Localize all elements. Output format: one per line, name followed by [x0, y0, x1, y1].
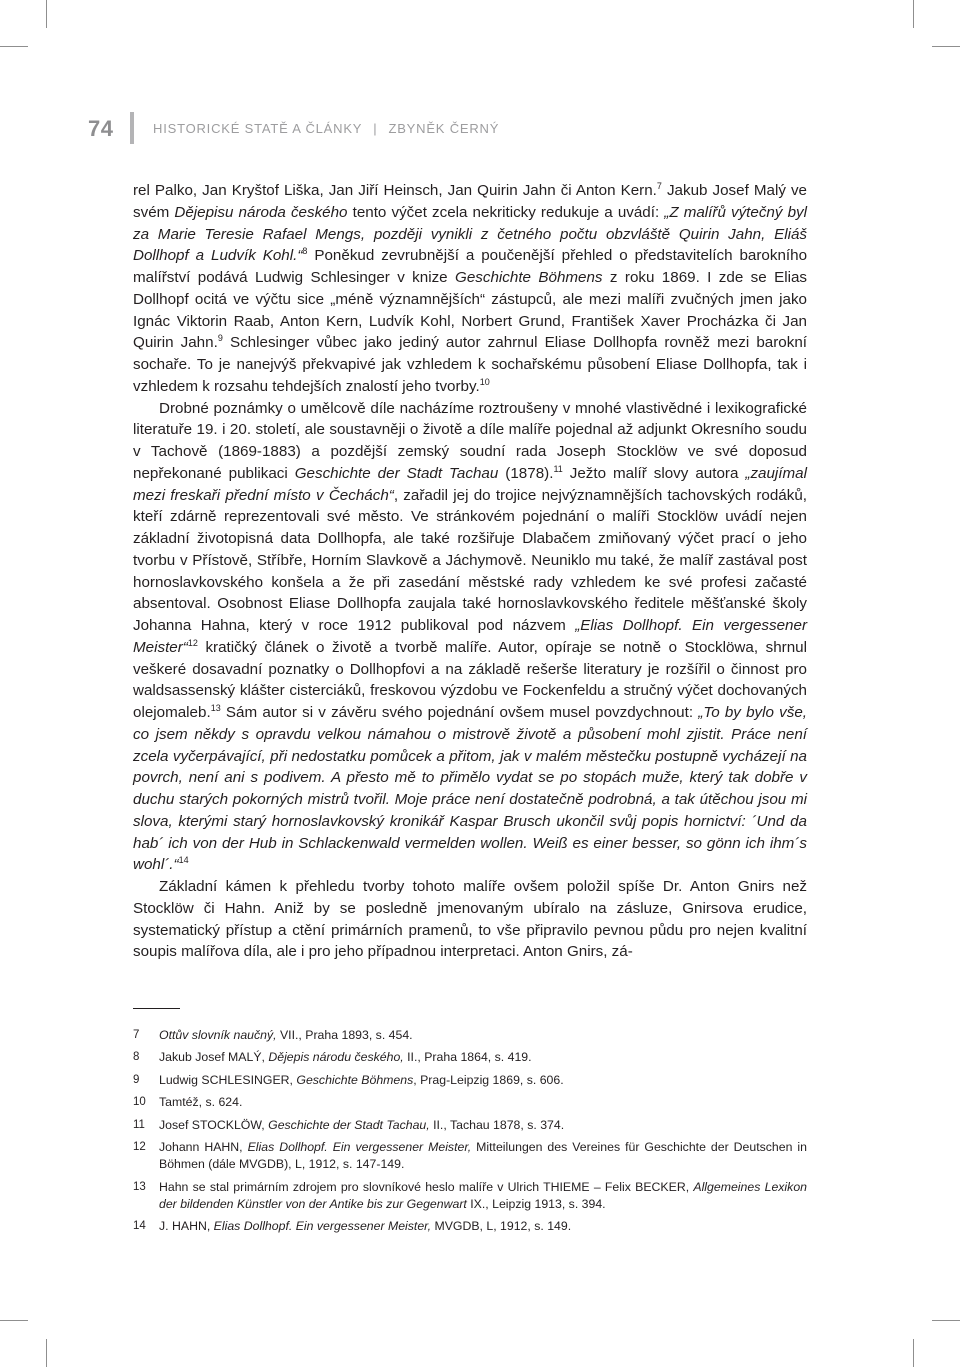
footnote: 8 Jakub Josef MALÝ, Dějepis národu českého, II., Praha 1864, s. 419.: [133, 1050, 532, 1065]
header-separator: |: [373, 121, 378, 136]
footnote-number: 10: [133, 1096, 146, 1109]
crop-mark: [0, 46, 28, 47]
crop-mark: [913, 1339, 914, 1367]
footnote-ref[interactable]: 11: [553, 463, 563, 474]
footnote-ref[interactable]: 9: [217, 333, 223, 344]
footnote-separator: [133, 1008, 180, 1009]
paragraph: Základní kámen k přehledu tvorby tohoto malíře ovšem položil spíše Dr. Anton Gnirs než Stocklöw či Hahn. Aniž by se posledně jmenovaným ubíralo na zásluze, Gnirsova erudice, systematický přístup a ctění primárních pramenů, to vše připravilo pevnou půdu pro nejen kvalitní soupis malířova díla, ale i pro jeho případnou interpretaci. Anton Gnirs, zá-: [133, 878, 807, 961]
footnote-number: 8: [133, 1051, 140, 1064]
footnote: 13 Hahn se stal primárním zdrojem pro slovníkové heslo malíře v Ulrich THIEME – Felix BECKER, Allgemeines Lexikon der bildenden Künstler von der Antike bis zur Gegenwart IX., Leipzig 1913, s. 394.: [133, 1179, 807, 1211]
footnote-ref[interactable]: 7: [656, 181, 662, 191]
footnote: 14 J. HAHN, Elias Dollhopf. Ein vergessener Meister, MVGDB, L, 1912, s. 149.: [133, 1218, 572, 1233]
footnote-number: 13: [133, 1180, 146, 1193]
footnote-ref[interactable]: 10: [479, 376, 490, 387]
footnote-number: 7: [133, 1029, 140, 1041]
article-author: ZBYNĚK ČERNÝ: [388, 121, 500, 136]
footnote-ref[interactable]: 13: [210, 703, 221, 713]
footnotes: [133, 1027, 807, 1240]
footnote-number: 14: [133, 1219, 146, 1232]
crop-mark: [932, 46, 960, 47]
crop-mark: [46, 1339, 47, 1367]
footnote: 10 Tamtéž, s. 624.: [133, 1095, 243, 1110]
section-title: HISTORICKÉ STATĚ A ČLÁNKY: [153, 121, 363, 136]
running-header-text: [153, 121, 499, 136]
header-divider: [130, 112, 134, 144]
article-body: [133, 180, 807, 963]
crop-mark: [0, 1320, 28, 1321]
footnote-number: 12: [133, 1141, 146, 1154]
paragraph: Drobné poznámky o umělcově díle nacházíme roztroušeny v mnohé vlastivědné i lexikografické literatuře 19. i 20. století, ale soustavněji o životě a díle malíře pojednal až adjunkt Okresního soudu v Tachově (1869-1883) a pozdější zemský soudní rada Joseph Stocklöw ve své doposud nepřekonané publikaci Geschichte der Stadt Tachau (1878).$^{11}$ Ježto malíř slovy autora „zaujímal mezi freskaři přední místo v Čechách“, zařadil jej do trojice nejvýznamnějších tachovských rodáků, kteří zdárně reprezentovali své město. Ve stránkovém pojednání o malíři Stocklöw uvádí nejen základní životopisná data Dollhopfa, ale také rozšiřuje Dlabačem zmiňovaný výčet prací o jeho tvorbu v Přístově, Stříbře, Horním Slavkově a Jáchymově. Neuniklo mu také, že malíř zastával post hornoslavkovského konšela a že při zasedání městské rady vzhledem ke své profesi začasté absentoval. Osobnost Eliase Dollhopfa zaujala také hornoslavkovského ředitele měšťanské školy Johanna Hahna, který v roce 1912 publikoval pod názvem „Elias Dollhopf. Ein vergessener Meister“$^{12}$ kratičký článek o životě a tvorbě malíře. Autor, opíraje se notně o Stocklöwa, shrnul veškeré dosavadní poznatky o Dollhopfovi a na základě rešerše literatury je rozšířil o činnost pro waldsassenský klášter cisterciáků, freskovou výzdobu ve Fockenfeldu a stručný výčet dochovaných olejomaleb.$^{13}$ Sám autor si v závěru svého pojednání ovšem musel povzdychnout: „To by bylo vše, co jsem někdy s opravdu velkou námahou o mistrově životě a působení mohl zjistit. Práce není zcela vyčerpávající, při nedostatku pomůcek a přitom, jak v malém městečku postupně vycházejí na povrch, není ani s podivem. A přesto mě to přimělo vydat se po stopách muže, který tak dobře v duchu starých pokorných mistrů tvořil. Moje práce není dostatečně podrobná, a tak útěchou jsou mi slova, kterými starý hornoslavkovský kronikář Kaspar Brusch ukončil svůj popis hornictví: ´Und da hab´ ich von der Hub in Schlackenwald vermelden wollen. Weiß es einer besser, so gönn ich ihm´s wohl´.“$^{14}$: [133, 399, 808, 874]
page-number: 74: [88, 116, 114, 141]
footnote: 7 Ottův slovník naučný, VII., Praha 1893, s. 454.: [133, 1028, 413, 1042]
footnote: 11 Josef STOCKLÖW, Geschichte der Stadt Tachau, II., Tachau 1878, s. 374.: [133, 1117, 565, 1132]
footnote-ref[interactable]: 12: [187, 637, 198, 648]
crop-mark: [932, 1320, 960, 1321]
crop-mark: [46, 0, 47, 28]
footnote: 12 Johann HAHN, Elias Dollhopf. Ein vergessener Meister, Mitteilungen des Vereines für Geschichte der Deutschen in Böhmen (dále MVGDB), L, 1912, s. 147-149.: [133, 1140, 807, 1172]
footnote-number: 9: [133, 1073, 140, 1086]
crop-mark: [913, 0, 914, 28]
footnote: 9 Ludwig SCHLESINGER, Geschichte Böhmens, Prag-Leipzig 1869, s. 606.: [133, 1072, 564, 1087]
footnote-ref[interactable]: 8: [302, 246, 308, 257]
footnote-number: 11: [133, 1118, 145, 1131]
footnote-ref[interactable]: 14: [178, 855, 189, 866]
paragraph: rel Palko, Jan Kryštof Liška, Jan Jiří Heinsch, Jan Quirin Jahn či Anton Kern.$^7$ Jakub Josef Malý ve svém Dějepisu národa českého tento výčet zcela nekriticky redukuje a uvádí: „Z malířů výtečný byl za Marie Teresie Rafael Mengs, později vynikli z četného počtu obzvláště Quirin Jahn, Eliáš Dollhopf a Ludvík Kohl.“$^8$ Poněkud zevrubnější a poučenější přehled o představitelích barokního malířství podává Ludwig Schlesinger v knize Geschichte Böhmens z roku 1869. I zde se Elias Dollhopf ocitá ve výčtu sice „méně významnějších“ zástupců, ale mezi malíři zvučných jmen jako Ignác Viktorin Raab, Anton Kern, Ludvík Kohl, Norbert Grund, František Xaver Procházka či Jan Quirin Jahn.$^9$ Schlesinger vůbec jako jediný autor zahrnul Eliase Dollhopfa rovněž mezi barokní sochaře. To je nanejvýš překvapivé jak vzhledem k sochařskému působení Eliase Dollhopfa, tak i vzhledem k rozsahu tehdejších znalostí jeho tvorby.$^{10}$: [133, 181, 808, 395]
